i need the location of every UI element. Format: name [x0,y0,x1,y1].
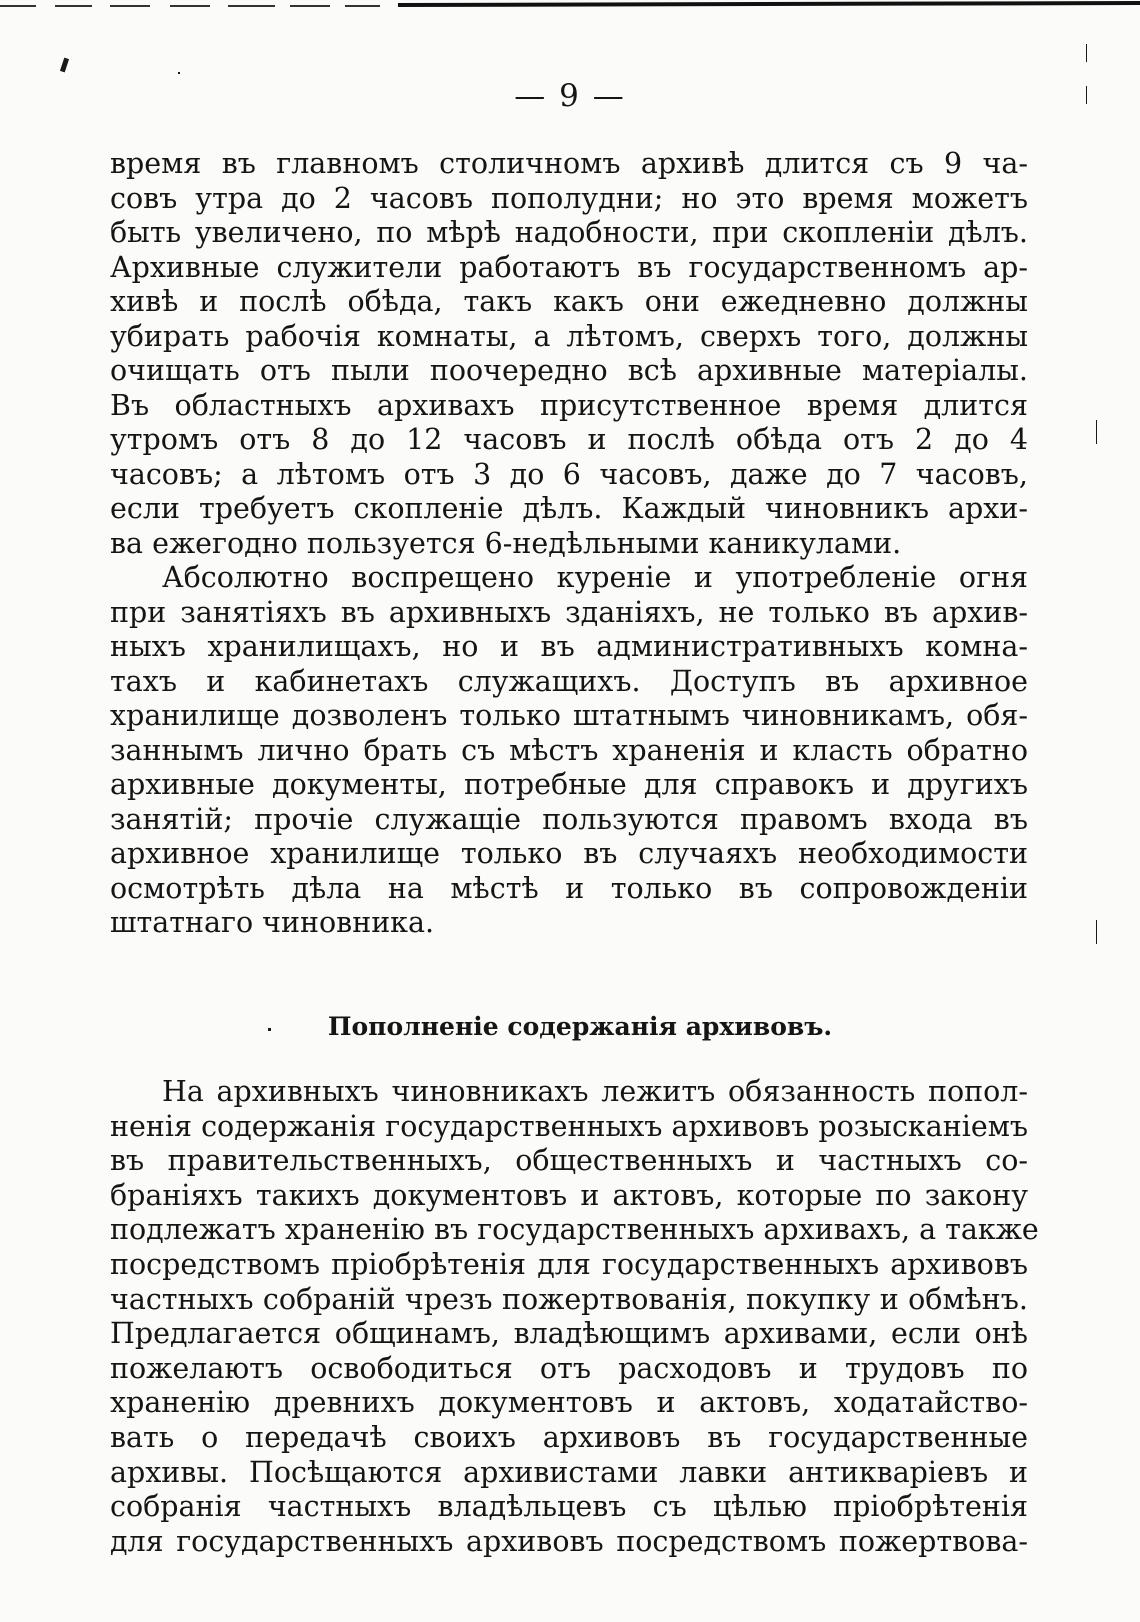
paragraph-fire-prohibition [110,561,1028,941]
text-line: штатнаго чиновника. [110,906,435,939]
text-line: Абсолютно воспрещено куреніе и употребленіе огня [162,561,1028,594]
text-line: собранія частныхъ владѣльцевъ съ цѣлью пріобрѣтенія [110,1490,1028,1524]
paragraph-archive-replenishment [110,1075,1039,1559]
text-line: осмотрѣть дѣла на мѣстѣ и только въ сопровожденіи [110,871,1028,905]
text-line: частныхъ собраній чрезъ пожертвованія, покупку и обмѣнъ. [110,1282,1028,1316]
page-body-lower [110,1075,1039,1559]
page-number: — 9 — [514,78,626,114]
text-line: хивѣ и послѣ обѣда, такъ какъ они ежедневно должны [110,285,1028,318]
margin-line-mark [1096,920,1097,944]
text-line: для государственныхъ архивовъ посредствомъ пожертвова- [110,1524,1028,1558]
text-line: На архивныхъ чиновникахъ лежитъ обязанность попол- [162,1075,1028,1108]
text-line: Предлагается общинамъ, владѣющимъ архивами, если онѣ [110,1317,1028,1351]
text-line: часовъ; а лѣтомъ отъ 3 до 6 часовъ, даже до 7 часовъ, [110,457,1028,491]
text-line: пожелаютъ освободиться отъ расходовъ и трудовъ по [110,1351,1028,1385]
margin-line-mark [1086,44,1087,62]
section-heading: Пополненіе содержанія архивовъ. [327,1012,833,1041]
text-line: архивы. Посѣщаются архивистами лавки антикваріевъ и [110,1455,1028,1489]
text-line: утромъ отъ 8 до 12 часовъ и послѣ обѣда отъ 2 до 4 [110,423,1028,456]
text-line: въ правительственныхъ, общественныхъ и частныхъ со- [110,1144,1028,1178]
text-line: Въ областныхъ архивахъ присутственное время длится [110,388,1028,422]
text-line: архивные документы, потребные для справокъ и другихъ [110,768,1028,801]
paragraph-archive-hours [110,147,1028,561]
text-line: занятій; прочіе служащіе пользуются правомъ входа въ [110,802,1028,836]
ink-dot-mark [178,72,180,74]
text-line: убирать рабочія комнаты, а лѣтомъ, сверхъ того, должны [110,319,1028,353]
text-line: ныхъ хранилищахъ, но и въ административныхъ комна- [110,630,1028,663]
text-line: ненія содержанія государственныхъ архивовъ розысканіемъ [110,1109,1028,1143]
text-line: совъ утра до 2 часовъ пополудни; но это время можетъ [110,181,1028,215]
text-line: хранилище дозволенъ только штатнымъ чиновникамъ, обя- [110,699,1028,732]
top-rule-decoration [0,0,1140,14]
text-line: Архивные служители работаютъ въ государственномъ ар- [110,250,1028,284]
text-line: при занятіяхъ въ архивныхъ зданіяхъ, не только въ архив- [110,595,1028,629]
text-line: храненію древнихъ документовъ и актовъ, ходатайство- [110,1386,1028,1420]
text-line: время въ главномъ столичномъ архивѣ длится съ 9 ча- [110,147,1028,180]
text-line: ва ежегодно пользуется 6-недѣльными каникулами. [110,526,902,560]
text-line: подлежатъ храненію въ государственныхъ архивахъ, а также [110,1213,1039,1247]
margin-line-mark [1096,420,1097,444]
text-line: архивное хранилище только въ случаяхъ необходимости [110,837,1028,870]
text-line: если требуетъ скопленіе дѣлъ. Каждый чиновникъ архи- [110,492,1028,525]
text-line: очищать отъ пыли поочередно всѣ архивные матеріалы. [110,354,1028,387]
text-line: быть увеличено, по мѣрѣ надобности, при скопленіи дѣлъ. [110,216,1028,249]
ink-smudge-mark [60,58,69,73]
page-body-upper [110,147,1028,941]
text-line: вать о передачѣ своихъ архивовъ въ государственные [110,1420,1028,1454]
text-line: посредствомъ пріобрѣтенія для государственныхъ архивовъ [110,1247,1028,1281]
text-line: браніяхъ такихъ документовъ и актовъ, которые по закону [110,1178,1028,1212]
text-line: заннымъ лично брать съ мѣстъ храненія и класть обратно [110,733,1028,767]
text-line: тахъ и кабинетахъ служащихъ. Доступъ въ архивное [110,664,1028,698]
